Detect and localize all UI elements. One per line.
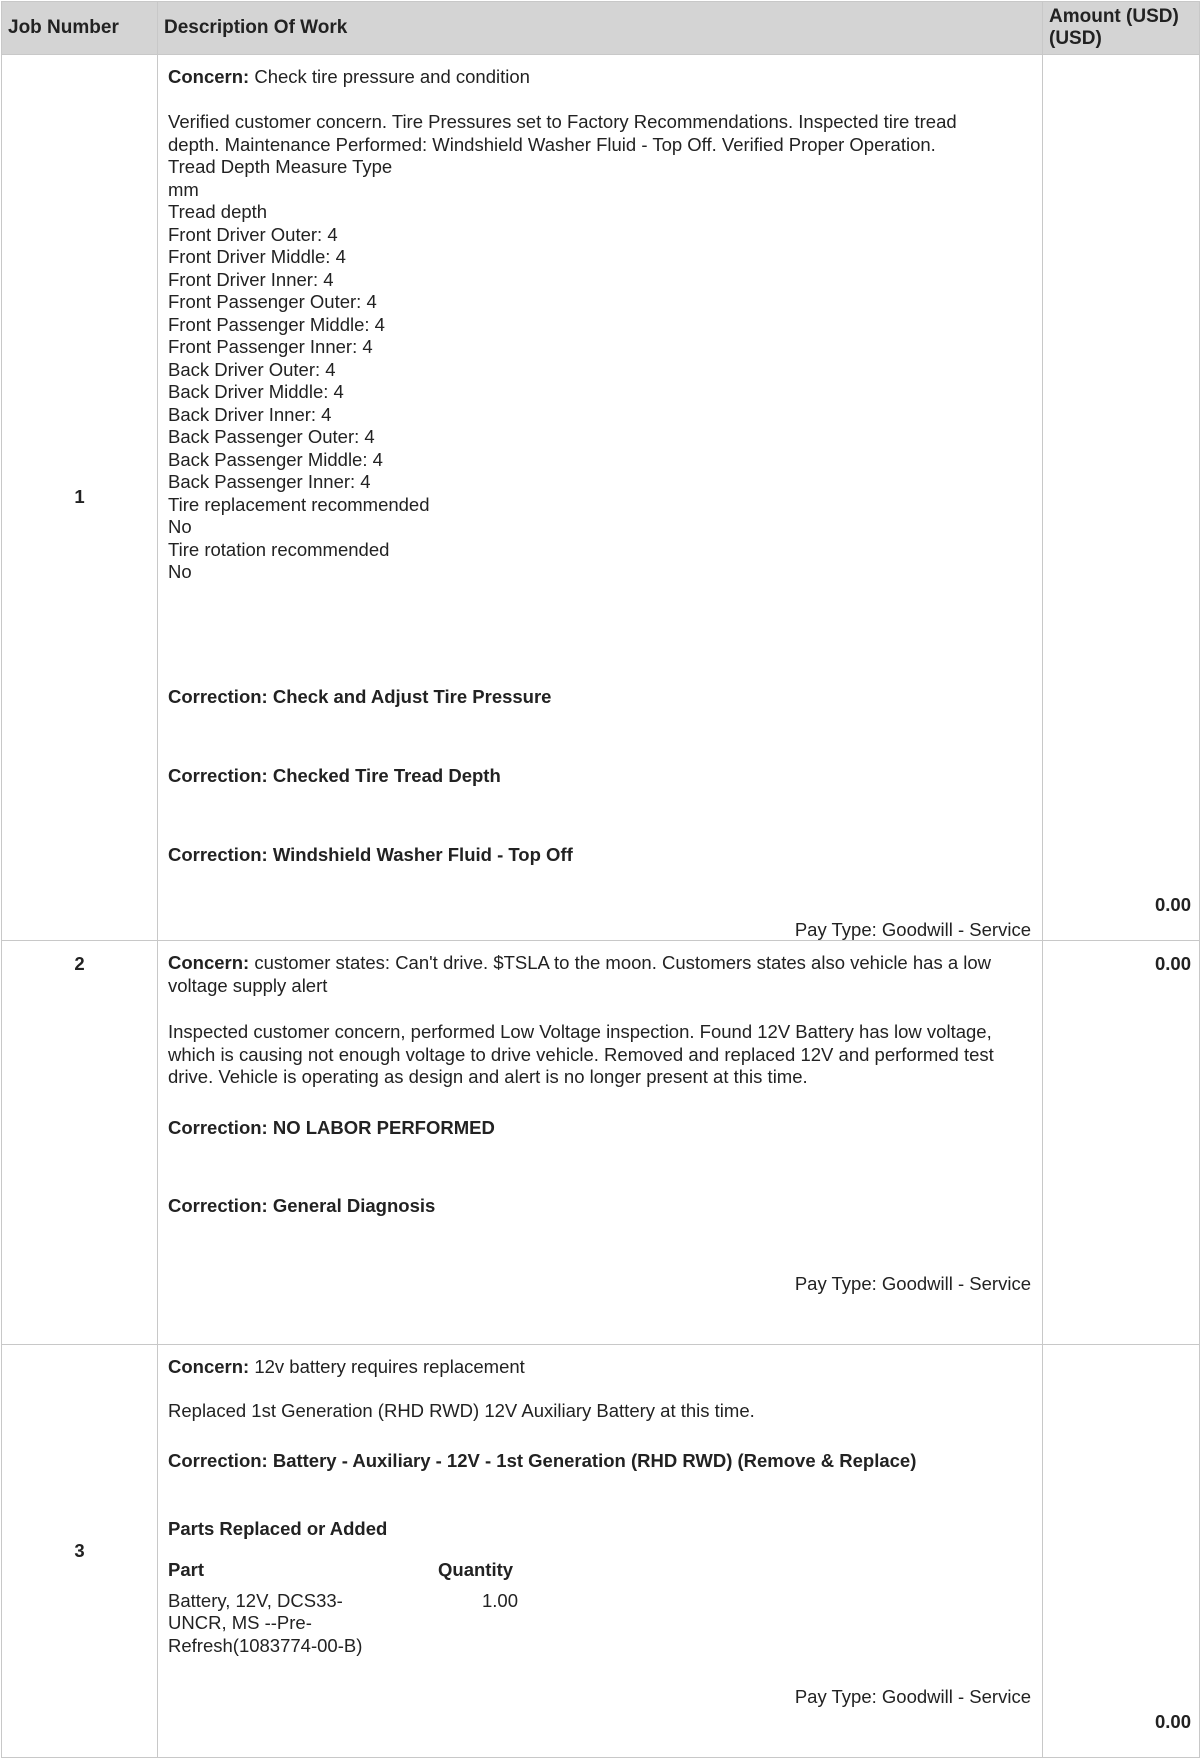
- job-number: 2: [2, 941, 158, 1345]
- correction: Correction: Battery - Auxiliary - 12V - 1st Generation (RHD RWD) (Remove & Replace): [168, 1450, 917, 1471]
- correction: Correction: General Diagnosis: [168, 1195, 436, 1216]
- pay-type: Pay Type: Goodwill - Service: [794, 1273, 1031, 1294]
- job-amount: 0.00: [1043, 1345, 1200, 1758]
- job-number: 1: [2, 55, 158, 941]
- work-performed: Replaced 1st Generation (RHD RWD) 12V Auxiliary Battery at this time.: [168, 1400, 755, 1421]
- parts-header-quantity: Quantity: [438, 1559, 514, 1580]
- header-job-number: Job Number: [2, 2, 158, 55]
- work-performed: Inspected customer concern, performed Low Voltage inspection. Found 12V Battery has low voltage, which is causing not enough voltage to drive vehicle. Removed and replaced 12V and performed test drive. Vehicle is operating as design and alert is no longer present at this time.: [168, 1021, 994, 1087]
- correction: Correction: Windshield Washer Fluid - Top Off: [168, 844, 573, 865]
- job-row: [2, 55, 1200, 941]
- job-row: [2, 1345, 1200, 1758]
- header-description: Description Of Work: [158, 2, 1043, 55]
- concern: Concern: customer states: Can't drive. $TSLA to the moon. Customers states also vehicle has a low voltage supply alert: [168, 952, 992, 996]
- parts-header-row: [168, 1559, 518, 1582]
- header-row: [2, 2, 1200, 55]
- job-amount: 0.00: [1043, 55, 1200, 941]
- parts-header-part: Part: [168, 1559, 204, 1580]
- part-name: Battery, 12V, DCS33- UNCR, MS --Pre- Refresh(1083774-00-B): [168, 1589, 363, 1656]
- correction: Correction: Check and Adjust Tire Pressure: [168, 686, 552, 707]
- correction: Correction: Checked Tire Tread Depth: [168, 765, 501, 786]
- parts-table: [168, 1559, 518, 1657]
- job-number: 3: [2, 1345, 158, 1758]
- job-amount: 0.00: [1043, 941, 1200, 1345]
- header-amount: Amount (USD) (USD): [1043, 2, 1200, 55]
- pay-type: Pay Type: Goodwill - Service: [794, 919, 1031, 940]
- parts-row: [168, 1590, 518, 1658]
- job-row: [2, 941, 1200, 1345]
- work-performed: Verified customer concern. Tire Pressures set to Factory Recommendations. Inspected tire tread depth. Maintenance Performed: Windshield Washer Fluid - Top Off. Verified Proper Operation. Tread Depth Measure Type mm Tread depth Front Driver Outer: 4 Front Driver Middle: 4 Front Driver Inner: 4 Front Passenger Outer: 4 Front Passenger Middle: 4 Front Passenger Inner: 4 Back Driver Outer: 4 Back Driver Middle: 4 Back Driver Inner: 4 Back Passenger Outer: 4 Back Passenger Middle: 4 Back Passenger Inner: 4 Tire replacement recommended No Tire rotation recommended No: [168, 111, 957, 582]
- parts-title: Parts Replaced or Added: [168, 1518, 388, 1539]
- part-quantity: 1.00: [481, 1589, 518, 1611]
- job-description: [158, 1345, 1043, 1758]
- job-description: [158, 55, 1043, 941]
- correction: Correction: NO LABOR PERFORMED: [168, 1117, 495, 1138]
- job-description: [158, 941, 1043, 1345]
- jobs-table: [1, 1, 1200, 1758]
- concern: Concern: Check tire pressure and condition: [168, 66, 530, 87]
- concern: Concern: 12v battery requires replacement: [168, 1356, 525, 1377]
- pay-type: Pay Type: Goodwill - Service: [794, 1686, 1031, 1707]
